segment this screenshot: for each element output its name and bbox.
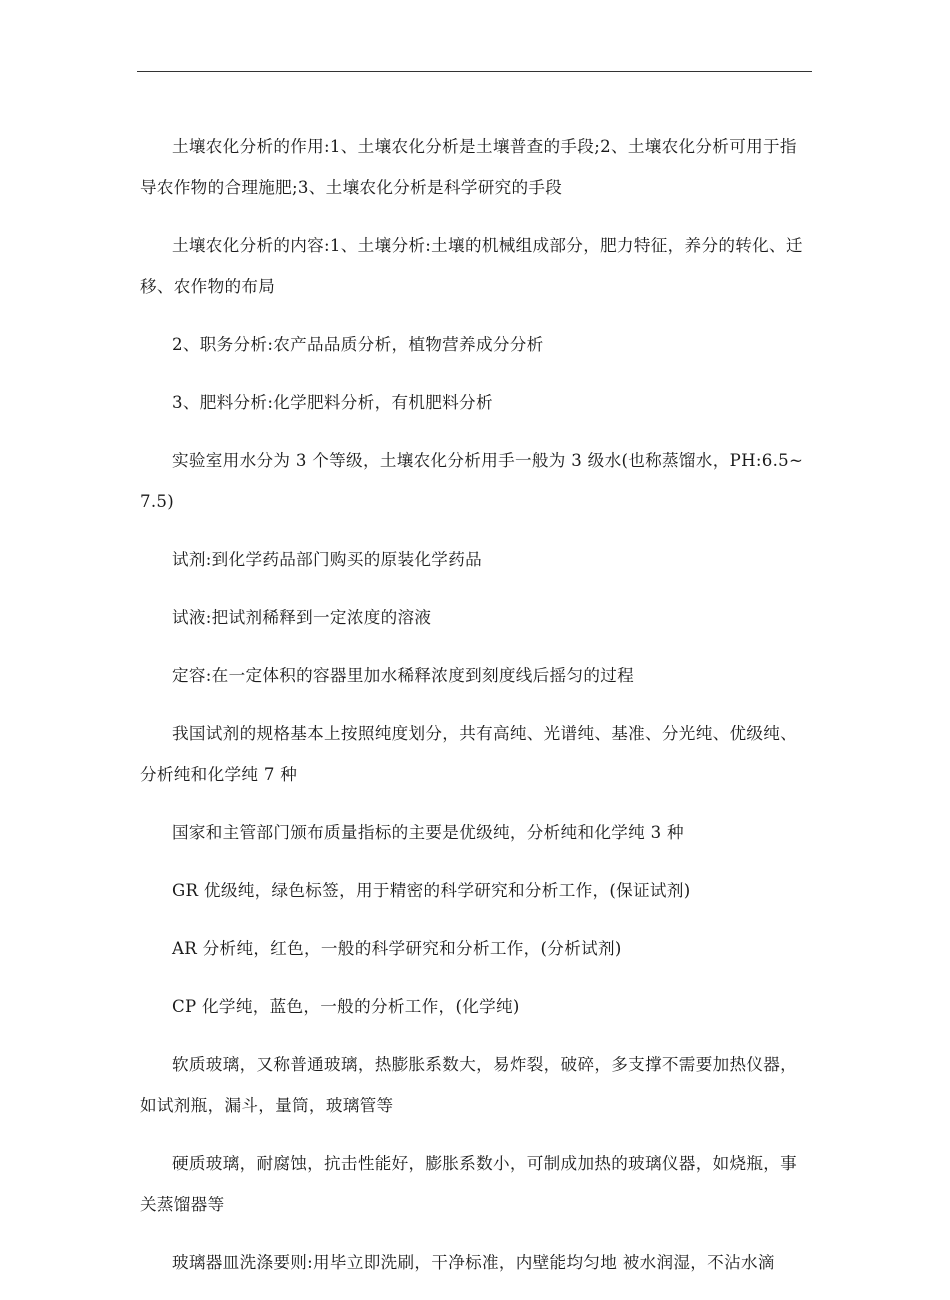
document-body	[140, 126, 808, 1300]
paragraph-ar-grade: AR 分析纯，红色，一般的科学研究和分析工作，(分析试剂)	[172, 939, 622, 958]
paragraph-test-solution: 试液:把试剂稀释到一定浓度的溶液	[172, 608, 432, 627]
paragraph-glassware-washing: 玻璃器皿洗涤要则:用毕立即洗刷，干净标准，内壁能均匀地 被水润湿，不沾水滴	[172, 1253, 775, 1272]
paragraph-cp-grade: CP 化学纯，蓝色，一般的分析工作，(化学纯)	[172, 997, 520, 1016]
paragraph-lab-water: 实验室用水分为 3 个等级，土壤农化分析用手一般为 3 级水(也称蒸馏水，PH:6.5~7.5)	[140, 451, 804, 511]
paragraph-constant-volume: 定容:在一定体积的容器里加水稀释浓度到刻度线后摇匀的过程	[172, 666, 635, 685]
paragraph-soil-analysis-role: 土壤农化分析的作用:1、土壤农化分析是土壤普查的手段;2、土壤农化分析可用于指导农作物的合理施肥;3、土壤农化分析是科学研究的手段	[140, 137, 797, 197]
paragraph-product-analysis: 2、职务分析:农产品品质分析，植物营养成分分析	[172, 335, 544, 354]
paragraph-fertilizer-analysis: 3、肥料分析:化学肥料分析，有机肥料分析	[172, 393, 493, 412]
header-divider	[137, 71, 812, 72]
paragraph-gr-grade: GR 优级纯，绿色标签，用于精密的科学研究和分析工作，(保证试剂)	[172, 881, 691, 900]
paragraph-national-standards: 国家和主管部门颁布质量指标的主要是优级纯，分析纯和化学纯 3 种	[172, 823, 684, 842]
paragraph-reagent-grades: 我国试剂的规格基本上按照纯度划分，共有高纯、光谱纯、基准、分光纯、优级纯、分析纯和化学纯 7 种	[140, 724, 798, 784]
paragraph-soil-analysis-content: 土壤农化分析的内容:1、土壤分析:土壤的机械组成部分，肥力特征，养分的转化、迁移、农作物的布局	[140, 236, 803, 296]
paragraph-hard-glass: 硬质玻璃，耐腐蚀，抗击性能好，膨胀系数小，可制成加热的玻璃仪器，如烧瓶，事关蒸馏器等	[140, 1154, 798, 1214]
paragraph-soft-glass: 软质玻璃，又称普通玻璃，热膨胀系数大，易炸裂，破碎，多支撑不需要加热仪器，如试剂瓶，漏斗，量筒，玻璃管等	[140, 1055, 798, 1115]
paragraph-reagent: 试剂:到化学药品部门购买的原装化学药品	[172, 550, 482, 569]
